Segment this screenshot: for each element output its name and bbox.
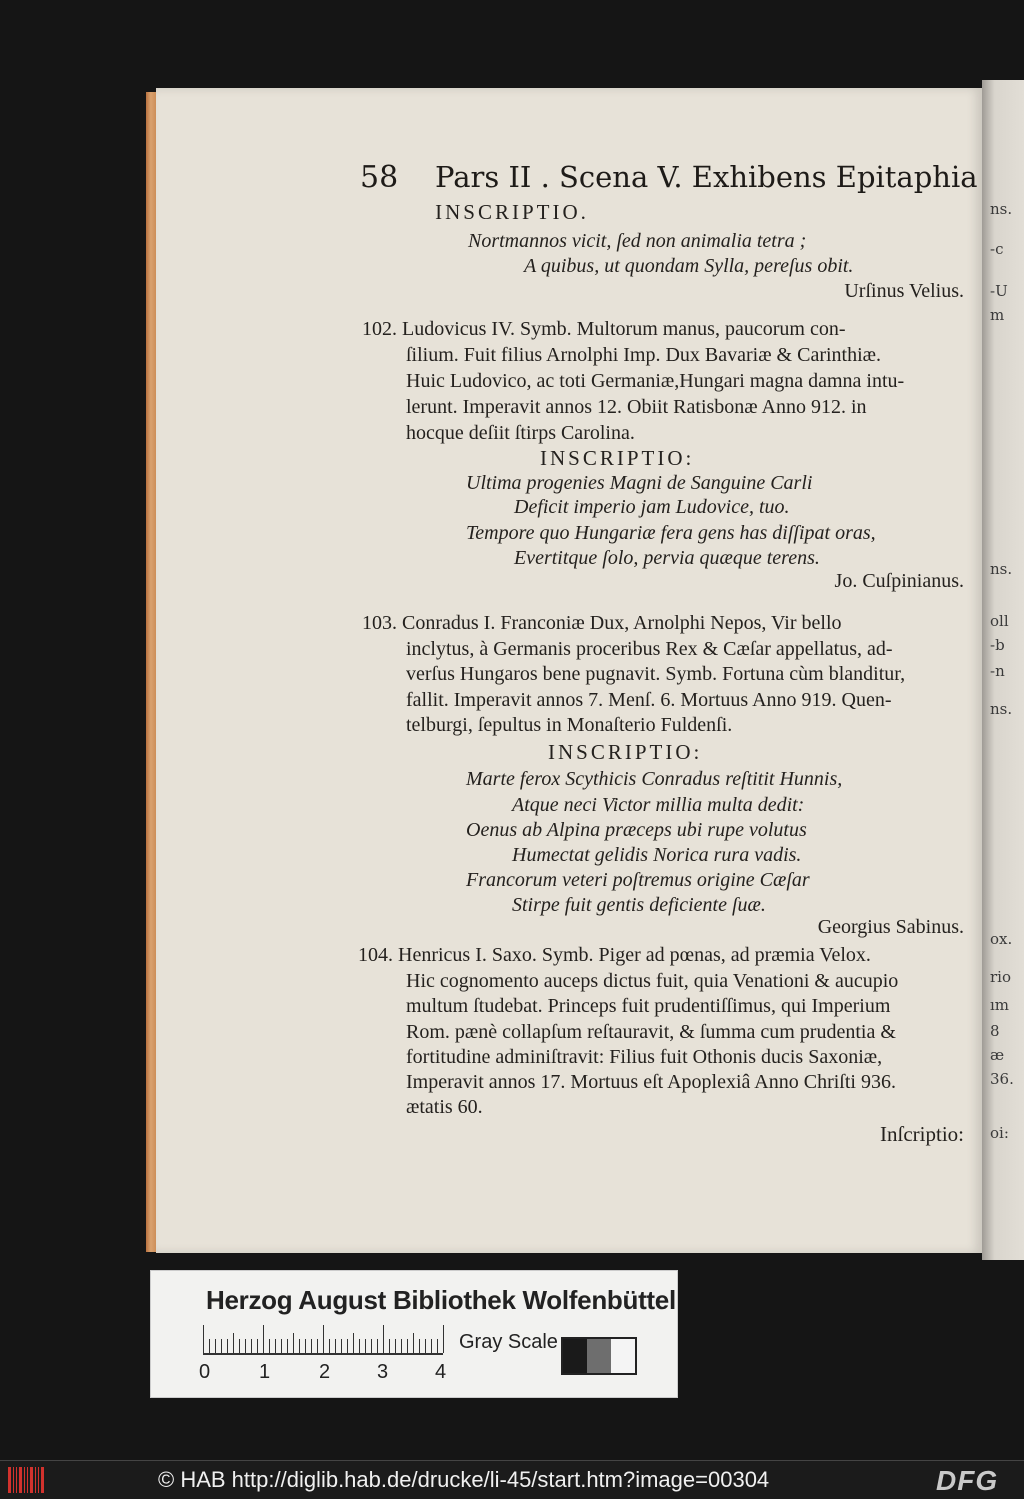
ruler-tick — [275, 1339, 276, 1353]
library-name: Herzog August Bibliothek Wolfenbüttel — [206, 1285, 676, 1315]
scale-number: 4 — [435, 1361, 447, 1383]
inscription-author: Urſinus Velius. — [844, 280, 964, 302]
ruler-tick — [341, 1339, 342, 1353]
ruler-tick — [383, 1325, 384, 1353]
barcode-bar — [30, 1467, 33, 1493]
verse-line: Atque neci Victor millia multa dedit: — [512, 794, 805, 816]
scale-number: 0 — [199, 1361, 211, 1383]
library-scale-card — [150, 1270, 678, 1398]
next-page-fragment: ox. — [990, 930, 1013, 948]
scale-number: 2 — [319, 1361, 331, 1383]
barcode-bar — [27, 1467, 28, 1493]
running-title: Pars II . Scena V. Exhibens Epitaphia — [435, 160, 978, 194]
barcode-bar — [38, 1467, 39, 1493]
next-page-fragment: oi: — [990, 1124, 1009, 1142]
gray-swatch — [563, 1339, 587, 1373]
entry-line: verſus Hungaros bene pugnavit. Symb. Fortuna cùm blanditur, — [406, 663, 906, 685]
ruler-tick — [305, 1339, 306, 1353]
ruler-tick — [311, 1339, 312, 1353]
ruler-tick — [317, 1339, 318, 1353]
scale-number: 3 — [377, 1361, 389, 1383]
ruler-tick — [215, 1339, 216, 1353]
verse-line: Oenus ab Alpina præceps ubi rupe volutus — [466, 819, 807, 841]
entry-line: 104. Henricus I. Saxo. Symb. Piger ad pœnas, ad præmia Velox. — [358, 944, 871, 966]
dfg-logo[interactable]: DFG — [936, 1465, 999, 1496]
next-page-fragment: ım — [990, 996, 1010, 1014]
ruler-tick — [443, 1325, 444, 1353]
barcode-bar — [13, 1467, 14, 1493]
gray-swatch — [587, 1339, 611, 1373]
barcode-bar — [35, 1467, 36, 1493]
barcode-bar — [16, 1467, 17, 1493]
barcode-icon — [8, 1467, 48, 1493]
entry-line: lerunt. Imperavit annos 12. Obiit Ratisbonæ Anno 912. in — [406, 396, 867, 418]
gray-swatch — [611, 1339, 635, 1373]
barcode-bar — [19, 1467, 22, 1493]
verse-line: Deficit imperio jam Ludovice, tuo. — [514, 496, 790, 518]
ruler-tick — [281, 1339, 282, 1353]
inscription-heading: INSCRIPTIO: — [548, 740, 703, 764]
entry-line: 103. Conradus I. Franconiæ Dux, Arnolphi Nepos, Vir bello — [362, 612, 842, 634]
ruler-tick — [365, 1339, 366, 1353]
next-page-fragment: m — [990, 306, 1005, 324]
ruler-tick — [371, 1339, 372, 1353]
ruler-tick — [245, 1339, 246, 1353]
gray-scale-bar — [561, 1337, 637, 1375]
ruler-tick — [299, 1339, 300, 1353]
entry-line: ſilium. Fuit filius Arnolphi Imp. Dux Bavariæ & Carinthiæ. — [406, 344, 881, 366]
entry-line: inclytus, à Germanis proceribus Rex & Cæſar appellatus, ad- — [406, 638, 893, 660]
barcode-bar — [8, 1467, 11, 1493]
entry-line: Huic Ludovico, ac toti Germaniæ,Hungari magna damna intu- — [406, 370, 905, 392]
ruler-tick — [251, 1339, 252, 1353]
ruler-scale — [203, 1327, 443, 1355]
page-header — [360, 160, 978, 200]
next-page-fragment: rio — [990, 968, 1011, 986]
barcode-bar — [41, 1467, 44, 1493]
verse-line: Ultima progenies Magni de Sanguine Carli — [466, 472, 813, 494]
ruler-tick — [263, 1325, 264, 1353]
ruler-tick — [239, 1339, 240, 1353]
ruler-tick — [257, 1339, 258, 1353]
next-page-fragment: oll — [990, 612, 1009, 630]
ruler-tick — [377, 1339, 378, 1353]
ruler-tick — [419, 1339, 420, 1353]
ruler-tick — [407, 1339, 408, 1353]
next-page-fragment: ns. — [990, 560, 1013, 578]
ruler-tick — [293, 1333, 294, 1353]
folio-number: 58 — [360, 160, 399, 195]
ruler-tick — [395, 1339, 396, 1353]
next-page-fragment: æ — [990, 1046, 1005, 1064]
barcode-bar — [24, 1467, 25, 1493]
next-page-fragment: 8 — [990, 1022, 1000, 1040]
credit-link[interactable]: © HAB http://diglib.hab.de/drucke/li-45/start.htm?image=00304 — [158, 1467, 770, 1492]
entry-line: ætatis 60. — [406, 1096, 483, 1118]
ruler-tick — [347, 1339, 348, 1353]
ruler-tick — [323, 1325, 324, 1353]
entry-line: Imperavit annos 17. Mortuus eſt Apoplexiâ Anno Chriſti 936. — [406, 1071, 896, 1093]
ruler-tick — [401, 1339, 402, 1353]
ruler-tick — [413, 1333, 414, 1353]
ruler-tick — [269, 1339, 270, 1353]
ruler-tick — [431, 1339, 432, 1353]
ruler-tick — [227, 1339, 228, 1353]
ruler-tick — [209, 1339, 210, 1353]
verse-line: A quibus, ut quondam Sylla, pereſus obit. — [524, 255, 854, 277]
next-page-fragment: ns. — [990, 200, 1013, 218]
entry-line: fallit. Imperavit annos 7. Menſ. 6. Mortuus Anno 919. Quen- — [406, 689, 892, 711]
catchword: Inſcriptio: — [880, 1122, 964, 1146]
viewer-footer — [0, 1460, 1024, 1499]
ruler-tick — [203, 1325, 204, 1353]
ruler-tick — [389, 1339, 390, 1353]
ruler-tick — [233, 1333, 234, 1353]
inscription-heading: INSCRIPTIO. — [435, 200, 589, 224]
entry-line: telburgi, ſepultus in Monaſterio Fuldenſi. — [406, 714, 733, 736]
verse-line: Humectat gelidis Norica rura vadis. — [512, 844, 802, 866]
next-page-fragment: 36. — [990, 1070, 1014, 1088]
ruler-tick — [425, 1339, 426, 1353]
gray-scale-label: Gray Scale — [459, 1331, 558, 1353]
inscription-author: Georgius Sabinus. — [817, 916, 964, 938]
ruler-tick — [359, 1339, 360, 1353]
verse-line: Francorum veteri poſtremus origine Cæſar — [466, 869, 810, 891]
verse-line: Tempore quo Hungariæ fera gens has diſſipat oras, — [466, 522, 876, 544]
next-page-fragment: -b — [990, 636, 1005, 654]
ruler-tick — [437, 1339, 438, 1353]
entry-line: Rom. pænè collapſum reſtauravit, & ſumma cum prudentia & — [406, 1021, 896, 1043]
next-page-fragment: -n — [990, 662, 1005, 680]
inscription-heading: INSCRIPTIO: — [540, 446, 695, 470]
ruler-tick — [329, 1339, 330, 1353]
ruler-tick — [335, 1339, 336, 1353]
next-page-fragment: -c — [990, 240, 1004, 258]
ruler-tick — [353, 1333, 354, 1353]
ruler-tick — [221, 1339, 222, 1353]
entry-line: hocque deſiit ſtirps Carolina. — [406, 422, 635, 444]
verse-line: Marte ferox Scythicis Conradus reſtitit Hunnis, — [466, 768, 843, 790]
entry-line: multum ſtudebat. Princeps fuit prudentiſſimus, qui Imperium — [406, 995, 891, 1017]
verse-line: Stirpe fuit gentis deficiente ſuæ. — [512, 894, 766, 916]
entry-line: fortitudine adminiſtravit: Filius fuit Othonis ducis Saxoniæ, — [406, 1046, 883, 1068]
inscription-author: Jo. Cuſpinianus. — [834, 570, 964, 592]
next-page-sliver — [982, 80, 1024, 1260]
entry-line: Hic cognomento auceps dictus fuit, quia Venationi & aucupio — [406, 970, 899, 992]
entry-line: 102. Ludovicus IV. Symb. Multorum manus, paucorum con- — [362, 318, 846, 340]
verse-line: Evertitque ſolo, pervia quæque terens. — [514, 547, 820, 569]
ruler-tick — [287, 1339, 288, 1353]
scale-number: 1 — [259, 1361, 271, 1383]
verse-line: Nortmannos vicit, ſed non animalia tetra ; — [468, 230, 807, 252]
next-page-fragment: ns. — [990, 700, 1013, 718]
next-page-fragment: -U — [990, 282, 1008, 300]
